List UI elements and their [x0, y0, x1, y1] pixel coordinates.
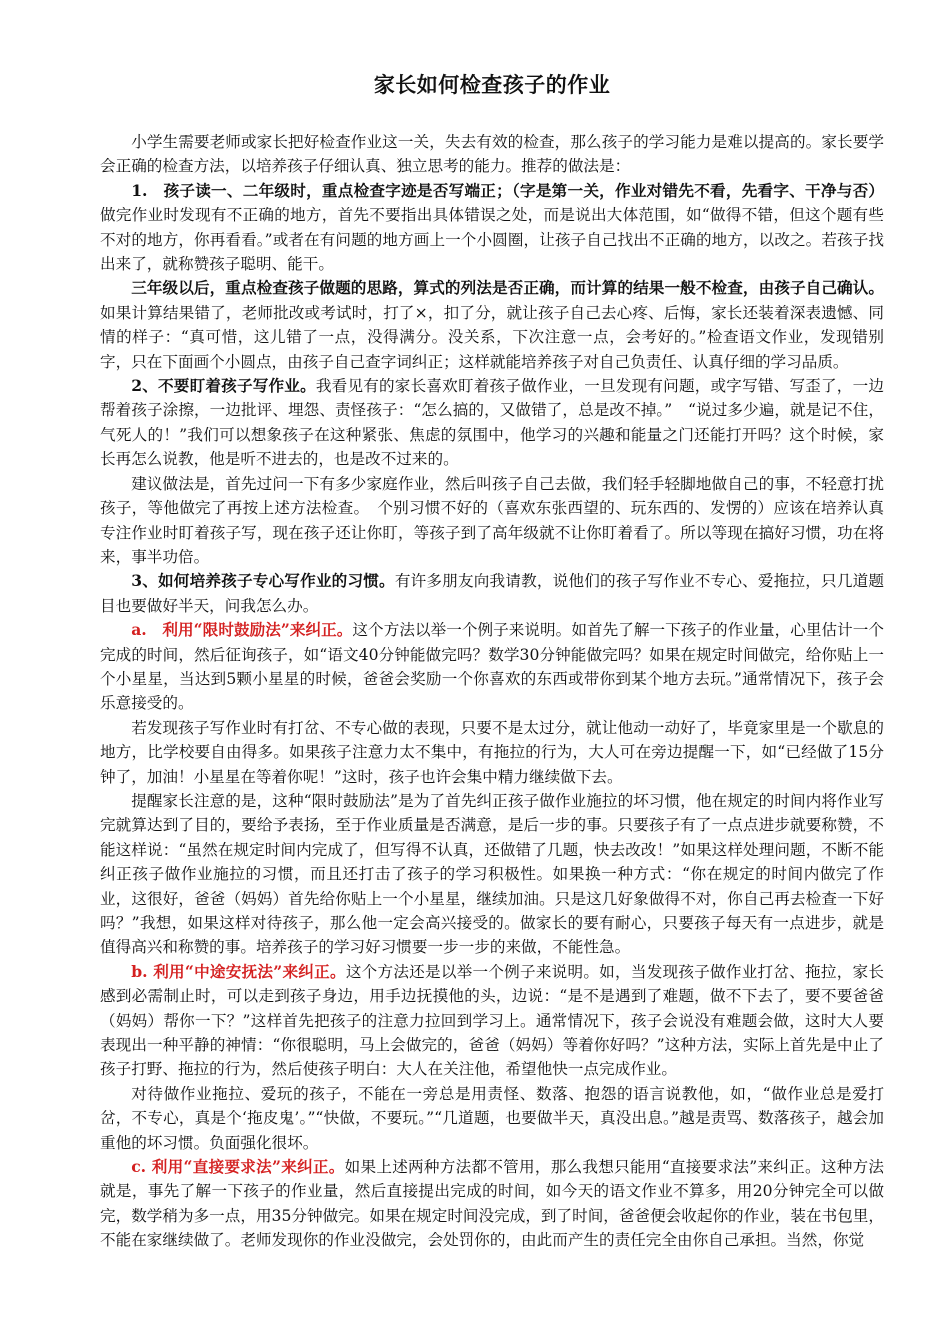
paragraph-heading: 1. 孩子读一、二年级时，重点检查字迹是否写端正；（字是第一关，作业对错先不看，先看字、干净与否） — [131, 180, 884, 200]
paragraph-heading: 三年级以后，重点检查孩子做题的思路，算式的列法是否正确，而计算的结果一般不检查，由孩子自己确认。 — [131, 278, 884, 298]
paragraph-heading: 3、如何培养孩子专心写作业的习惯。 — [131, 571, 395, 591]
paragraph-text: 若发现孩子写作业时有打岔、不专心做的表现，只要不是太过分，就让他动一动好了，毕竟家里是一个歇息的地方，比学校要自由得多。如果孩子注意力太不集中，有拖拉的行为，大人可在旁边提醒一下，如“已经做了15分钟了，加油！小星星在等着你呢！”这时，孩子也许会集中精力继续做下去。 — [100, 718, 884, 786]
paragraph-text: 这个方法以举一个例子来说明。如首先了解一下孩子的作业量，心里估计一个完成的时间，然后征询孩子，如“语文40分钟能做完吗？数学30分钟能做完吗？如果在规定时间做完，给你贴上一个小星星，当达到5颗小星星的时候，爸爸会奖励一个你喜欢的东西或带你到某个地方去玩。”通常情况下，孩子会乐意接受的。 — [100, 621, 884, 713]
paragraph-point-2 — [100, 374, 884, 472]
paragraph-text: 建议做法是，首先过问一下有多少家庭作业，然后叫孩子自己去做，我们轻手轻脚地做自己的事，不轻意打扰孩子，等他做完了再按上述方法检查。 个别习惯不好的（喜欢东张西望的、玩东西的、发愣的）应该在培养认真专注作业时盯着孩子写，现在孩子还让你盯，等孩子到了高年级就不让你盯着看了。所以等现在搞好习惯，功在将来，事半功倍。 — [100, 474, 884, 566]
paragraph-heading: 2、不要盯着孩子写作业。 — [131, 376, 316, 396]
paragraph-text: 如果上述两种方法都不管用，那么我想只能用“直接要求法”来纠正。这种方法就是，事先了解一下孩子的作业量，然后直接提出完成的时间，如今天的语文作业不算多，用20分钟完全可以做完，数学稍为多一点，用35分钟做完。如果在规定时间没完成，到了时间，爸爸便会收起你的作业，装在书包里，不能在家继续做了。老师发现你的作业没做完，会处罚你的，由此而产生的责任完全由你自己承担。当然，你觉 — [100, 1158, 884, 1250]
paragraph-text: 做完作业时发现有不正确的地方，首先不要指出具体错误之处，而是说出大体范围，如“做得不错，但这个题有些不对的地方，你再看看。”或者在有问题的地方画上一个小圆圈，让孩子自己找出不正确的地方，以改之。若孩子找出来了，就称赞孩子聪明、能干。 — [100, 206, 884, 274]
paragraph-point-3 — [100, 569, 884, 618]
paragraph-method-b — [100, 960, 884, 1082]
paragraph-text: 如果计算结果错了，老师批改或考试时，打了×，扣了分，就让孩子自己去心疼、后悔，家长还装着深表遗憾、同情的样子：“真可惜，这儿错了一点，没得满分。没关系，下次注意一点，会考好的。”检查语文作业，发现错别字，只在下面画个小圆点，由孩子自己查字词纠正；这样就能培养孩子对自己负责任、认真仔细的学习品质。 — [100, 303, 884, 371]
paragraph-text: 对待做作业拖拉、爱玩的孩子，不能在一旁总是用责怪、数落、抱怨的语言说教他，如，“做作业总是爱打岔，不专心，真是个‘拖皮鬼’。”“快做，不要玩。”“几道题，也要做半天，真没出息。”越是责骂、数落孩子，越会加重他的坏习惯。负面强化很坏。 — [100, 1084, 884, 1152]
paragraph-heading: a. 利用“限时鼓励法”来纠正。 — [131, 620, 353, 640]
paragraph-suggestion — [100, 472, 884, 570]
paragraph-text: 提醒家长注意的是，这种“限时鼓励法”是为了首先纠正孩子做作业施拉的坏习惯，他在规定的时间内将作业写完就算达到了目的，要给予表扬，至于作业质量是否满意，是后一步的事。只要孩子有了一点点进步就要称赞，不能这样说：“虽然在规定时间内完成了，但写得不认真，还做错了几题，快去改改！”如果这样处理问题，不断不能纠正孩子做作业施拉的习惯，而且还打击了孩子的学习积极性。如果换一种方式：“你在规定的时间内做完了作业，这很好，爸爸（妈妈）首先给你贴上一个小星星，继续加油。只是这几好象做得不对，你自己再去检查一下好吗？”我想，如果这样对待孩子，那么他一定会高兴接受的。做家长的要有耐心，只要孩子每天有一点进步，就是值得高兴和称赞的事。培养孩子的学习好习惯要一步一步的来做，不能性急。 — [100, 791, 884, 957]
paragraph-method-a — [100, 618, 884, 716]
paragraph-dawdling — [100, 1082, 884, 1155]
paragraph-heading: b. 利用“中途安抚法”来纠正。 — [131, 961, 346, 981]
paragraph-text: 有许多朋友向我请教，说他们的孩子写作业不专心、爱拖拉，只几道题目也要做好半天，问我怎么办。 — [100, 572, 884, 615]
paragraph-text: 我看见有的家长喜欢盯着孩子做作业，一旦发现有问题，或字写错、写歪了，一边帮着孩子涂擦，一边批评、埋怨、责怪孩子：“怎么搞的，又做错了，总是改不掉。” “说过多少遍，就是记不住，气死人的！”我们可以想象孩子在这种紧张、焦虑的氛围中，他学习的兴趣和能量之门还能打开吗？这个时候，家长再怎么说教，他是听不进去的，也是改不过来的。 — [100, 377, 884, 469]
paragraph-intro — [100, 130, 884, 179]
paragraph-text: 小学生需要老师或家长把好检查作业这一关，失去有效的检查，那么孩子的学习能力是难以提高的。家长要学会正确的检查方法，以培养孩子仔细认真、独立思考的能力。推荐的做法是： — [100, 133, 884, 176]
paragraph-heading: c. 利用“直接要求法”来纠正。 — [131, 1157, 345, 1177]
paragraph-text: 这个方法还是以举一个例子来说明。如，当发现孩子做作业打岔、拖拉，家长感到必需制止时，可以走到孩子身边，用手边抚摸他的头，边说：“是不是遇到了难题，做不下去了，要不要爸爸（妈妈）帮你一下？”这样首先把孩子的注意力拉回到学习上。通常情况下，孩子会说没有难题会做，这时大人要表现出一种平静的神情：“你很聪明，马上会做完的，爸爸（妈妈）等着你好吗？”这种方法，实际上首先是中止了孩子打野、拖拉的行为，然后使孩子明白：大人在关注他，希望他快一点完成作业。 — [100, 962, 884, 1079]
paragraph-reminder — [100, 789, 884, 960]
paragraph-distraction — [100, 716, 884, 789]
paragraph-point-1 — [100, 179, 884, 277]
paragraph-method-c — [100, 1155, 884, 1253]
page-title: 家长如何检查孩子的作业 — [373, 73, 611, 97]
paragraph-grade3 — [100, 276, 884, 374]
